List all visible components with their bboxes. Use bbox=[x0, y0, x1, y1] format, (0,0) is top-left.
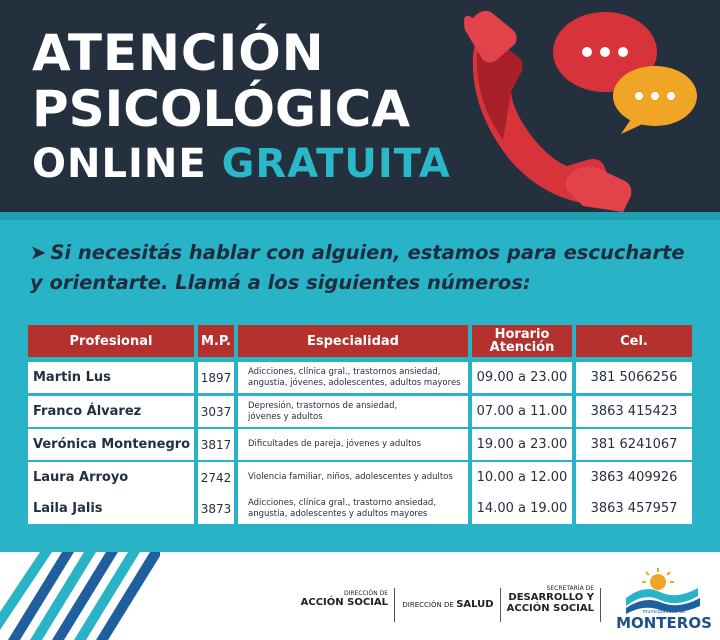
spec-line-1: Depresión, trastornos de ansiedad, bbox=[248, 400, 398, 411]
salud-main: SALUD bbox=[456, 599, 494, 610]
sec-main-2: ACCIÓN SOCIAL bbox=[506, 603, 594, 614]
table-row bbox=[28, 493, 692, 524]
footer-divider bbox=[500, 588, 501, 622]
accion-top: DIRECCIÓN DE bbox=[343, 590, 388, 597]
spec-line-1: Violencia familiar, niños, adolescentes y adultos bbox=[248, 472, 453, 482]
header-horario-line2: Atención bbox=[489, 340, 555, 355]
logo-salud bbox=[400, 599, 496, 610]
cell-especialidad bbox=[238, 396, 468, 427]
cell-mp: 3873 bbox=[198, 493, 234, 524]
title-online: ONLINE bbox=[32, 141, 207, 187]
table-row bbox=[28, 462, 692, 493]
header-especialidad: Especialidad bbox=[238, 325, 468, 357]
muni-main: MONTEROS bbox=[616, 614, 712, 632]
footer-divider bbox=[600, 588, 601, 622]
cell-phone: 381 6241067 bbox=[576, 429, 692, 460]
cell-phone: 381 5066256 bbox=[576, 362, 692, 393]
spec-line-2: angustia, adolescentes y adultos mayores bbox=[248, 508, 428, 519]
footer-divider bbox=[394, 588, 395, 622]
cell-horario: 07.00 a 11.00 bbox=[472, 396, 572, 427]
header-banner bbox=[0, 0, 720, 212]
cell-phone: 3863 457957 bbox=[576, 493, 692, 524]
cell-mp: 1897 bbox=[198, 362, 234, 393]
title-line-3 bbox=[32, 141, 451, 187]
cell-name: Franco Álvarez bbox=[28, 396, 194, 427]
cell-name: Laura Arroyo bbox=[28, 462, 194, 493]
header-horario-line1: Horario bbox=[494, 327, 550, 342]
spec-line-1: Dificultades de pareja, jóvenes y adultos bbox=[248, 439, 422, 449]
spec-line-2: angustia, jóvenes, adolescentes, adultos mayores bbox=[248, 377, 461, 388]
cell-mp: 3817 bbox=[198, 429, 234, 460]
header-horario bbox=[472, 325, 572, 357]
band-top-stripe bbox=[0, 212, 720, 220]
cell-phone: 3863 409926 bbox=[576, 462, 692, 493]
cell-especialidad bbox=[238, 429, 468, 460]
table-header bbox=[28, 325, 692, 357]
sec-top: SECRETARÍA DE bbox=[546, 585, 594, 592]
salud-pre: DIRECCIÓN DE bbox=[402, 601, 454, 609]
cell-name: Laila Jalis bbox=[28, 493, 194, 524]
title-line-1: ATENCIÓN bbox=[32, 24, 325, 82]
spec-line-1: Adicciones, clínica gral., trastornos ansiedad, bbox=[248, 366, 441, 377]
cell-name: Verónica Montenegro bbox=[28, 429, 194, 460]
cell-horario: 14.00 a 19.00 bbox=[472, 493, 572, 524]
header-mp: M.P. bbox=[198, 325, 234, 357]
cell-horario: 09.00 a 23.00 bbox=[472, 362, 572, 393]
cell-mp: 2742 bbox=[198, 462, 234, 493]
title-line-2: PSICOLÓGICA bbox=[32, 80, 411, 138]
logo-secretaria bbox=[502, 585, 594, 614]
table-row bbox=[28, 362, 692, 393]
cell-horario: 10.00 a 12.00 bbox=[472, 462, 572, 493]
header-profesional: Profesional bbox=[28, 325, 194, 357]
muni-small: municipalidad de bbox=[642, 609, 686, 615]
cell-mp: 3037 bbox=[198, 396, 234, 427]
cell-especialidad bbox=[238, 362, 468, 393]
cell-especialidad bbox=[238, 493, 468, 524]
logo-accion-social bbox=[298, 590, 388, 608]
table-row bbox=[28, 429, 692, 460]
intro-message: Si necesitás hablar con alguien, estamos para escucharte y orientarte. Llamá a los siguientes números: bbox=[30, 241, 685, 294]
phone-chat-icon bbox=[455, 0, 720, 212]
table-row bbox=[28, 396, 692, 427]
arrow-icon: ➤ bbox=[30, 241, 47, 264]
header-cel: Cel. bbox=[576, 325, 692, 357]
footer-stripes-decoration bbox=[0, 552, 160, 640]
cell-phone: 3863 415423 bbox=[576, 396, 692, 427]
spec-line-2: jóvenes y adultos bbox=[248, 411, 323, 422]
spec-line-1: Adicciones, clínica gral., trastorno ansiedad, bbox=[248, 497, 437, 508]
cell-especialidad bbox=[238, 462, 468, 493]
accion-main: ACCIÓN SOCIAL bbox=[300, 597, 388, 608]
sec-main-1: DESARROLLO Y bbox=[508, 592, 594, 603]
page-title bbox=[32, 24, 451, 187]
cell-horario: 19.00 a 23.00 bbox=[472, 429, 572, 460]
title-gratuita: GRATUITA bbox=[221, 141, 451, 187]
cell-name: Martin Lus bbox=[28, 362, 194, 393]
intro-text bbox=[30, 238, 700, 298]
